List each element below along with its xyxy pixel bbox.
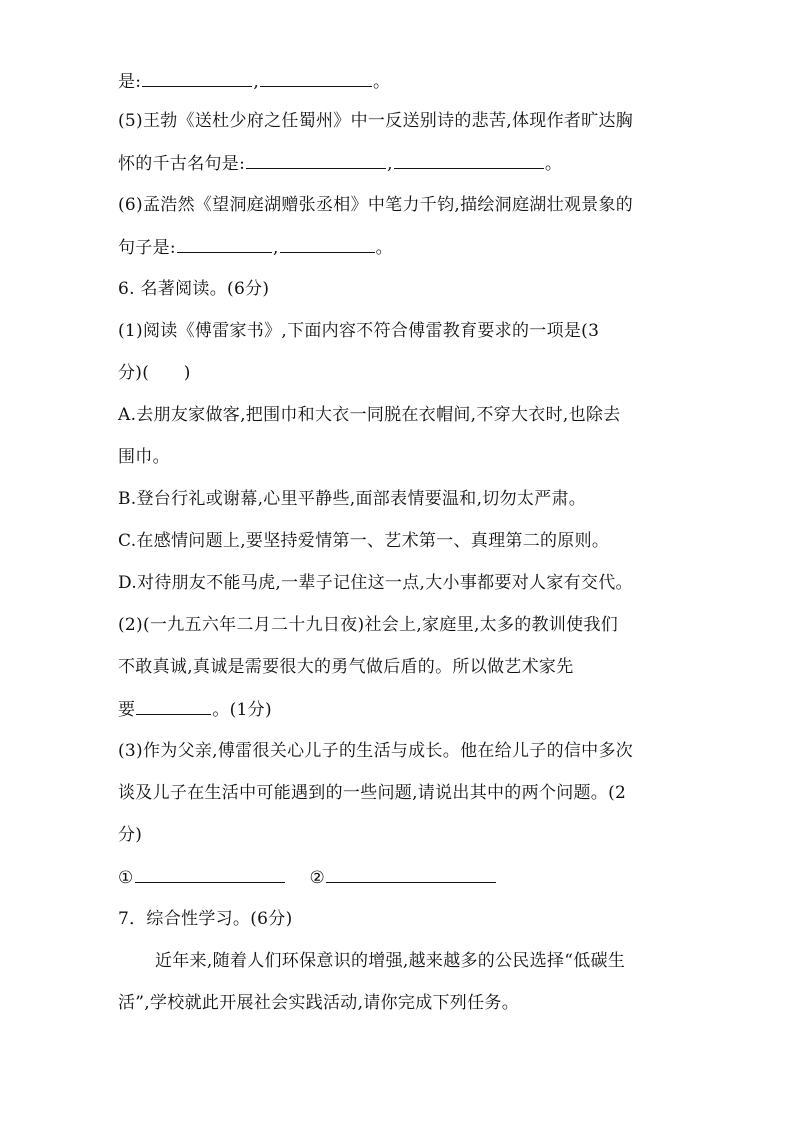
section-7-paragraph-cont: 活”,学校就此开展社会实践活动,请你完成下列任务。 xyxy=(118,993,519,1013)
option-a-cont: 围巾。 xyxy=(118,447,170,467)
sub-question-1-cont: 分)( ) xyxy=(118,363,191,383)
answer-blank[interactable] xyxy=(260,70,372,87)
answer-blank[interactable] xyxy=(136,698,211,715)
sub-question-1: (1)阅读《傅雷家书》,下面内容不符合傅雷教育要求的一项是(3 xyxy=(118,321,600,341)
option-b: B.登台行礼或谢幕,心里平静些,面部表情要温和,切勿太严肃。 xyxy=(118,489,587,509)
sub-question-3-answers: ① ② xyxy=(118,866,678,889)
sub-question-3-cont2: 分) xyxy=(118,825,143,845)
answer-blank[interactable] xyxy=(177,236,272,253)
answer-blank[interactable] xyxy=(135,866,285,883)
answer-line-5: 怀的千古名句是: , 。 xyxy=(118,154,563,174)
answer-line-6: 句子是: , 。 xyxy=(118,238,393,258)
answer-blank[interactable] xyxy=(246,152,386,169)
question-5: (5)王勃《送杜少府之任蜀州》中一反送别诗的悲苦,体现作者旷达胸 xyxy=(118,111,634,131)
answer-blank[interactable] xyxy=(142,70,252,87)
option-d: D.对待朋友不能马虎,一辈子记住这一点,大小事都要对人家有交代。 xyxy=(118,573,633,593)
option-a: A.去朋友家做客,把围巾和大衣一同脱在衣帽间,不穿大衣时,也除去 xyxy=(118,405,621,425)
sub-question-3-cont: 谈及儿子在生活中可能遇到的一些问题,请说出其中的两个问题。(2 xyxy=(118,783,627,803)
sub-question-2-cont: 不敢真诚,真诚是需要很大的勇气做后盾的。所以做艺术家先 xyxy=(118,657,574,677)
answer-blank[interactable] xyxy=(280,236,375,253)
sub-question-2: (2)(一九五六年二月二十九日夜)社会上,家庭里,太多的教训使我们 xyxy=(118,615,619,635)
sub-question-2-answer: 要 。(1分) xyxy=(118,700,272,720)
question-6: (6)孟浩然《望洞庭湖赠张丞相》中笔力千钧,描绘洞庭湖壮观景象的 xyxy=(118,195,634,215)
option-c: C.在感情问题上,要坚持爱情第一、艺术第一、真理第二的原则。 xyxy=(118,531,610,551)
section-7-heading: 7．综合性学习。(6分) xyxy=(118,909,293,929)
section-6-heading: 6. 名著阅读。(6分) xyxy=(118,279,270,299)
answer-blank[interactable] xyxy=(326,866,496,883)
section-7-paragraph: 近年来,随着人们环保意识的增强,越来越多的公民选择“低碳生 xyxy=(155,951,626,971)
sub-question-3: (3)作为父亲,傅雷很关心儿子的生活与成长。他在给儿子的信中多次 xyxy=(118,741,634,761)
answer-blank[interactable] xyxy=(394,152,544,169)
answer-line-4: 是: , 。 xyxy=(118,72,391,92)
